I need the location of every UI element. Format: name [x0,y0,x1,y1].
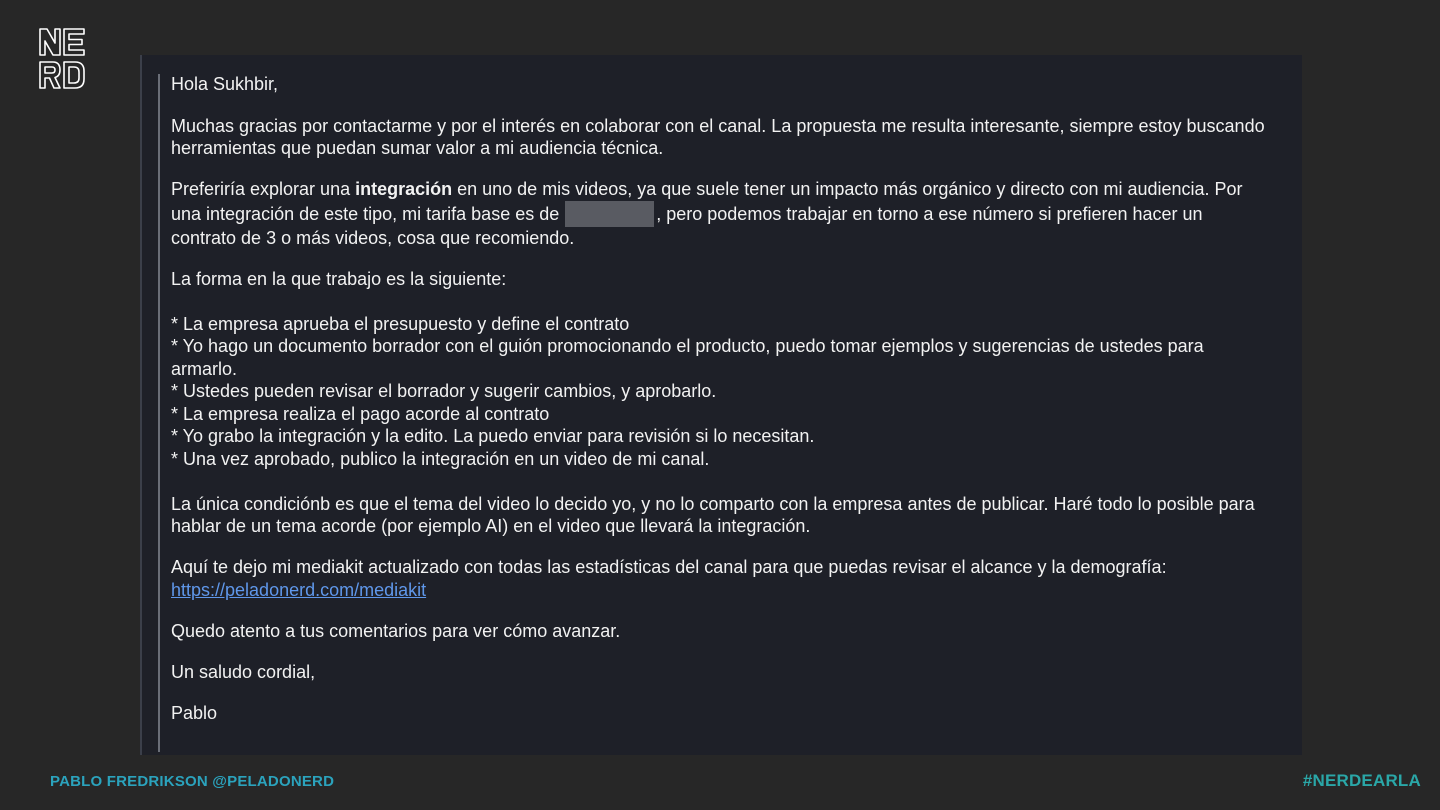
email-body [171,73,1271,743]
nerd-logo [38,27,86,91]
mediakit-text: Aquí te dejo mi mediakit actualizado con todas las estadísticas del canal para que puedas revisar el alcance y la demografía: [171,557,1167,577]
footer-author: PABLO FREDRIKSON @PELADONERD [50,773,335,790]
email-paragraph-mediakit [171,556,1271,601]
list-item: * Ustedes pueden revisar el borrador y sugerir cambios, y aprobarlo. [171,381,717,401]
list-item: * Yo grabo la integración y la edito. La puedo enviar para revisión si lo necesitan. [171,426,815,446]
integration-bold-word: integración [355,179,453,199]
redacted-rate-block [565,201,654,227]
list-item: * La empresa aprueba el presupuesto y define el contrato [171,313,630,334]
list-item: * La empresa realiza el pago acorde al contrato [171,403,550,424]
email-sign-off: Un saludo cordial, [171,661,316,682]
email-paragraph-intro: Muchas gracias por contactarme y por el interés en colaborar con el canal. La propuesta me resulta interesante, siempre estoy buscando herramientas que puedan sumar valor a mi audiencia técnica. [171,115,1265,158]
email-greeting: Hola Sukhbir, [171,74,279,94]
email-closing-line: Quedo atento a tus comentarios para ver cómo avanzar. [171,620,621,641]
integration-text-after: , pero podemos trabajar en torno a ese número si prefieren hacer un contrato de 3 o más videos, cosa que recomiendo. [171,203,1203,248]
process-list [171,313,1271,471]
quote-bar [158,74,160,752]
integration-text-middle: en uno de mis videos, ya que suele tener un impacto más orgánico y directo con mi audiencia. Por una integración de este tipo, mi tarifa base es de [171,179,1243,224]
list-item: * Yo hago un documento borrador con el guión promocionando el producto, puedo tomar ejemplos y sugerencias de ustedes para armarlo. [171,336,1204,379]
email-paragraph-condition: La única condiciónb es que el tema del video lo decido yo, y no lo comparto con la empresa antes de publicar. Haré todo lo posible para hablar de un tema acorde (por ejemplo AI) en el video que llevará la integración. [171,493,1255,536]
list-item: * Una vez aprobado, publico la integración en un video de mi canal. [171,448,710,469]
email-paragraph-integration [171,178,1271,249]
process-intro: La forma en la que trabajo es la siguiente: [171,268,507,289]
footer-hashtag: #NERDEARLA [1302,771,1421,790]
mediakit-link[interactable]: https://peladonerd.com/mediakit [171,579,427,600]
integration-text-before: Preferiría explorar una [171,179,356,199]
email-signature: Pablo [171,702,218,723]
